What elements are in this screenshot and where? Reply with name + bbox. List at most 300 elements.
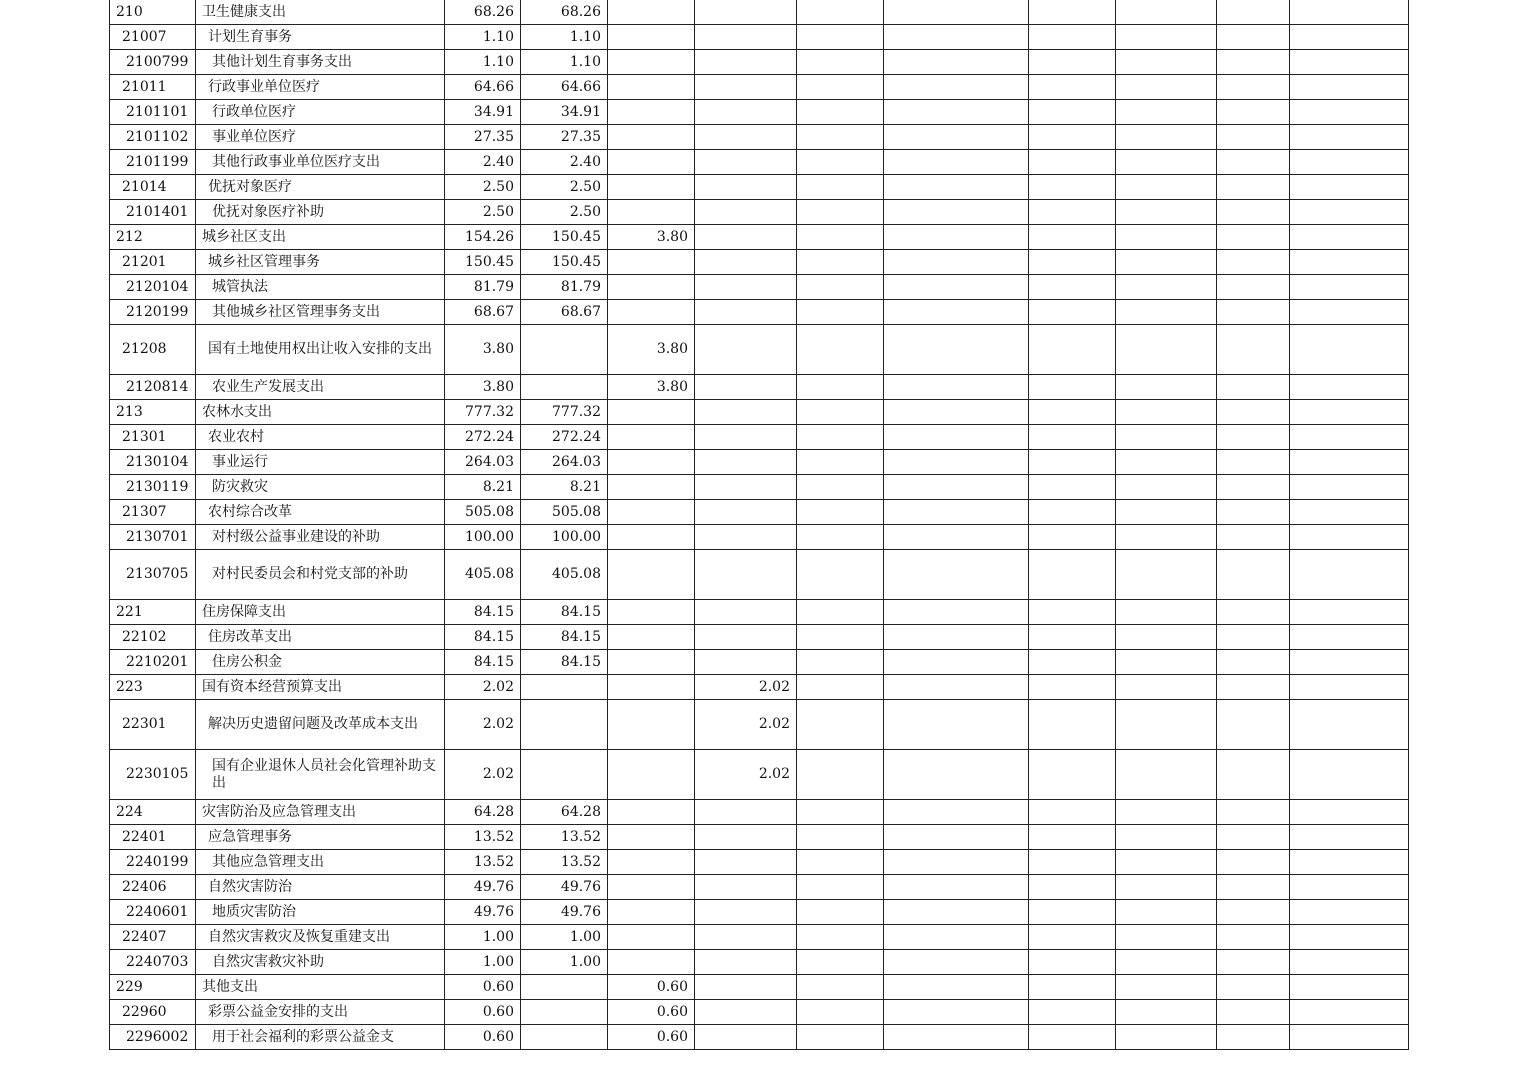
subject-name-cell: 计划生育事务 — [196, 25, 445, 50]
empty-cell — [1029, 25, 1116, 50]
empty-cell — [1290, 675, 1409, 700]
government-fund-cell — [608, 25, 695, 50]
empty-cell — [1217, 900, 1290, 925]
empty-cell — [884, 525, 1029, 550]
empty-cell — [1116, 125, 1217, 150]
table-row — [110, 0, 1409, 25]
state-capital-cell — [695, 975, 797, 1000]
empty-cell — [1116, 375, 1217, 400]
subject-name-cell: 农业农村 — [196, 425, 445, 450]
general-budget-cell: 84.15 — [521, 625, 608, 650]
state-capital-cell — [695, 850, 797, 875]
subject-code-cell: 2240199 — [110, 850, 196, 875]
empty-cell — [1116, 875, 1217, 900]
empty-cell — [1290, 125, 1409, 150]
empty-cell — [1116, 100, 1217, 125]
empty-cell — [1217, 1000, 1290, 1025]
empty-cell — [1290, 475, 1409, 500]
empty-cell — [1029, 100, 1116, 125]
table-row — [110, 525, 1409, 550]
general-budget-cell: 1.00 — [521, 925, 608, 950]
empty-cell — [1116, 1025, 1217, 1050]
empty-cell — [884, 275, 1029, 300]
empty-cell — [1029, 950, 1116, 975]
government-fund-cell — [608, 0, 695, 25]
government-fund-cell — [608, 600, 695, 625]
empty-cell — [1029, 650, 1116, 675]
subject-name-cell: 其他行政事业单位医疗支出 — [196, 150, 445, 175]
subject-code-cell: 2210201 — [110, 650, 196, 675]
empty-cell — [1290, 50, 1409, 75]
empty-cell — [1029, 225, 1116, 250]
empty-cell — [797, 75, 884, 100]
subject-name-cell: 农林水支出 — [196, 400, 445, 425]
empty-cell — [1029, 675, 1116, 700]
empty-cell — [1290, 875, 1409, 900]
general-budget-cell: 272.24 — [521, 425, 608, 450]
general-budget-cell: 84.15 — [521, 650, 608, 675]
empty-cell — [797, 675, 884, 700]
empty-cell — [1290, 525, 1409, 550]
table-row — [110, 100, 1409, 125]
government-fund-cell — [608, 850, 695, 875]
subject-code-cell: 21014 — [110, 175, 196, 200]
empty-cell — [1116, 525, 1217, 550]
total-amount-cell: 100.00 — [445, 525, 521, 550]
empty-cell — [1290, 500, 1409, 525]
state-capital-cell — [695, 300, 797, 325]
empty-cell — [884, 300, 1029, 325]
empty-cell — [797, 25, 884, 50]
state-capital-cell — [695, 625, 797, 650]
empty-cell — [1290, 600, 1409, 625]
empty-cell — [1029, 500, 1116, 525]
government-fund-cell — [608, 675, 695, 700]
subject-name-cell: 行政单位医疗 — [196, 100, 445, 125]
total-amount-cell: 150.45 — [445, 250, 521, 275]
empty-cell — [1029, 800, 1116, 825]
subject-name-cell: 国有土地使用权出让收入安排的支出 — [196, 325, 445, 375]
general-budget-cell: 34.91 — [521, 100, 608, 125]
empty-cell — [797, 475, 884, 500]
empty-cell — [1217, 525, 1290, 550]
empty-cell — [884, 200, 1029, 225]
empty-cell — [797, 125, 884, 150]
empty-cell — [1217, 475, 1290, 500]
empty-cell — [797, 550, 884, 600]
total-amount-cell: 264.03 — [445, 450, 521, 475]
subject-code-cell: 22960 — [110, 1000, 196, 1025]
empty-cell — [797, 500, 884, 525]
empty-cell — [1217, 0, 1290, 25]
expenditure-table — [109, 0, 1409, 1050]
empty-cell — [1217, 100, 1290, 125]
subject-code-cell: 2230105 — [110, 750, 196, 800]
general-budget-cell: 49.76 — [521, 875, 608, 900]
general-budget-cell: 49.76 — [521, 900, 608, 925]
government-fund-cell — [608, 125, 695, 150]
empty-cell — [884, 650, 1029, 675]
empty-cell — [1217, 375, 1290, 400]
total-amount-cell: 34.91 — [445, 100, 521, 125]
table-row — [110, 25, 1409, 50]
total-amount-cell: 49.76 — [445, 875, 521, 900]
subject-name-cell: 地质灾害防治 — [196, 900, 445, 925]
empty-cell — [1116, 400, 1217, 425]
empty-cell — [1290, 1000, 1409, 1025]
general-budget-cell: 100.00 — [521, 525, 608, 550]
general-budget-cell — [521, 1025, 608, 1050]
empty-cell — [1290, 150, 1409, 175]
total-amount-cell: 405.08 — [445, 550, 521, 600]
state-capital-cell — [695, 175, 797, 200]
empty-cell — [1116, 925, 1217, 950]
empty-cell — [1029, 700, 1116, 750]
empty-cell — [1029, 0, 1116, 25]
empty-cell — [1116, 325, 1217, 375]
empty-cell — [1116, 0, 1217, 25]
empty-cell — [884, 975, 1029, 1000]
government-fund-cell — [608, 900, 695, 925]
empty-cell — [1217, 675, 1290, 700]
subject-name-cell: 灾害防治及应急管理支出 — [196, 800, 445, 825]
government-fund-cell — [608, 500, 695, 525]
table-row — [110, 600, 1409, 625]
table-row — [110, 675, 1409, 700]
total-amount-cell: 68.67 — [445, 300, 521, 325]
empty-cell — [797, 250, 884, 275]
empty-cell — [1116, 850, 1217, 875]
empty-cell — [797, 150, 884, 175]
empty-cell — [797, 425, 884, 450]
empty-cell — [1029, 550, 1116, 600]
empty-cell — [1290, 800, 1409, 825]
empty-cell — [884, 1025, 1029, 1050]
government-fund-cell — [608, 200, 695, 225]
empty-cell — [884, 475, 1029, 500]
state-capital-cell — [695, 825, 797, 850]
empty-cell — [1290, 825, 1409, 850]
empty-cell — [1116, 25, 1217, 50]
empty-cell — [1116, 1000, 1217, 1025]
empty-cell — [884, 900, 1029, 925]
total-amount-cell: 0.60 — [445, 1000, 521, 1025]
state-capital-cell — [695, 1000, 797, 1025]
empty-cell — [1116, 550, 1217, 600]
empty-cell — [1217, 825, 1290, 850]
government-fund-cell — [608, 800, 695, 825]
empty-cell — [1290, 450, 1409, 475]
general-budget-cell: 264.03 — [521, 450, 608, 475]
subject-code-cell: 213 — [110, 400, 196, 425]
subject-name-cell: 住房保障支出 — [196, 600, 445, 625]
total-amount-cell: 84.15 — [445, 600, 521, 625]
government-fund-cell — [608, 175, 695, 200]
empty-cell — [1029, 875, 1116, 900]
subject-name-cell: 优抚对象医疗 — [196, 175, 445, 200]
state-capital-cell — [695, 325, 797, 375]
empty-cell — [1116, 900, 1217, 925]
subject-name-cell: 事业单位医疗 — [196, 125, 445, 150]
government-fund-cell: 0.60 — [608, 1025, 695, 1050]
subject-code-cell: 2240703 — [110, 950, 196, 975]
total-amount-cell: 84.15 — [445, 625, 521, 650]
empty-cell — [797, 800, 884, 825]
subject-code-cell: 22401 — [110, 825, 196, 850]
general-budget-cell: 64.66 — [521, 75, 608, 100]
empty-cell — [1116, 300, 1217, 325]
empty-cell — [1217, 150, 1290, 175]
empty-cell — [1116, 175, 1217, 200]
empty-cell — [1217, 550, 1290, 600]
subject-name-cell: 行政事业单位医疗 — [196, 75, 445, 100]
empty-cell — [1029, 400, 1116, 425]
subject-code-cell: 2100799 — [110, 50, 196, 75]
total-amount-cell: 84.15 — [445, 650, 521, 675]
general-budget-cell: 1.10 — [521, 25, 608, 50]
empty-cell — [1029, 275, 1116, 300]
state-capital-cell: 2.02 — [695, 675, 797, 700]
empty-cell — [1217, 625, 1290, 650]
subject-name-cell: 其他计划生育事务支出 — [196, 50, 445, 75]
state-capital-cell — [695, 950, 797, 975]
table-row — [110, 950, 1409, 975]
state-capital-cell — [695, 500, 797, 525]
subject-name-cell: 彩票公益金安排的支出 — [196, 1000, 445, 1025]
state-capital-cell — [695, 275, 797, 300]
table-row — [110, 650, 1409, 675]
empty-cell — [1217, 50, 1290, 75]
empty-cell — [1217, 500, 1290, 525]
government-fund-cell — [608, 450, 695, 475]
empty-cell — [1217, 75, 1290, 100]
empty-cell — [1217, 600, 1290, 625]
empty-cell — [1290, 375, 1409, 400]
state-capital-cell — [695, 650, 797, 675]
empty-cell — [1029, 425, 1116, 450]
state-capital-cell — [695, 75, 797, 100]
empty-cell — [797, 950, 884, 975]
empty-cell — [1029, 825, 1116, 850]
budget-sheet — [109, 0, 1409, 1050]
state-capital-cell — [695, 600, 797, 625]
subject-code-cell: 2101199 — [110, 150, 196, 175]
general-budget-cell: 1.00 — [521, 950, 608, 975]
empty-cell — [1217, 175, 1290, 200]
total-amount-cell: 3.80 — [445, 325, 521, 375]
total-amount-cell: 272.24 — [445, 425, 521, 450]
subject-name-cell: 优抚对象医疗补助 — [196, 200, 445, 225]
empty-cell — [1290, 700, 1409, 750]
subject-code-cell: 212 — [110, 225, 196, 250]
empty-cell — [884, 850, 1029, 875]
empty-cell — [1217, 225, 1290, 250]
total-amount-cell: 68.26 — [445, 0, 521, 25]
empty-cell — [1217, 975, 1290, 1000]
empty-cell — [797, 900, 884, 925]
empty-cell — [884, 550, 1029, 600]
empty-cell — [797, 450, 884, 475]
general-budget-cell: 2.50 — [521, 175, 608, 200]
subject-name-cell: 国有企业退休人员社会化管理补助支出 — [196, 750, 445, 800]
empty-cell — [1116, 150, 1217, 175]
empty-cell — [797, 925, 884, 950]
general-budget-cell: 13.52 — [521, 825, 608, 850]
empty-cell — [884, 500, 1029, 525]
table-row — [110, 825, 1409, 850]
subject-name-cell: 卫生健康支出 — [196, 0, 445, 25]
empty-cell — [1029, 125, 1116, 150]
government-fund-cell — [608, 750, 695, 800]
empty-cell — [1116, 475, 1217, 500]
empty-cell — [884, 375, 1029, 400]
empty-cell — [797, 850, 884, 875]
empty-cell — [1290, 950, 1409, 975]
empty-cell — [1217, 650, 1290, 675]
empty-cell — [1116, 625, 1217, 650]
empty-cell — [1029, 75, 1116, 100]
state-capital-cell — [695, 125, 797, 150]
empty-cell — [797, 700, 884, 750]
government-fund-cell: 3.80 — [608, 375, 695, 400]
subject-name-cell: 对村级公益事业建设的补助 — [196, 525, 445, 550]
table-row — [110, 400, 1409, 425]
empty-cell — [884, 875, 1029, 900]
empty-cell — [884, 825, 1029, 850]
empty-cell — [884, 225, 1029, 250]
empty-cell — [1029, 900, 1116, 925]
subject-code-cell: 2296002 — [110, 1025, 196, 1050]
table-body — [110, 0, 1409, 1050]
subject-name-cell: 自然灾害防治 — [196, 875, 445, 900]
empty-cell — [884, 125, 1029, 150]
empty-cell — [797, 200, 884, 225]
subject-code-cell: 2101102 — [110, 125, 196, 150]
subject-code-cell: 2101101 — [110, 100, 196, 125]
table-row — [110, 750, 1409, 800]
general-budget-cell: 84.15 — [521, 600, 608, 625]
government-fund-cell — [608, 650, 695, 675]
government-fund-cell — [608, 475, 695, 500]
subject-name-cell: 住房改革支出 — [196, 625, 445, 650]
empty-cell — [1116, 250, 1217, 275]
empty-cell — [1217, 950, 1290, 975]
empty-cell — [1029, 325, 1116, 375]
subject-code-cell: 21301 — [110, 425, 196, 450]
empty-cell — [884, 625, 1029, 650]
empty-cell — [1116, 825, 1217, 850]
total-amount-cell: 13.52 — [445, 850, 521, 875]
empty-cell — [1217, 925, 1290, 950]
empty-cell — [1116, 50, 1217, 75]
table-row — [110, 700, 1409, 750]
empty-cell — [884, 950, 1029, 975]
subject-code-cell: 2240601 — [110, 900, 196, 925]
table-row — [110, 200, 1409, 225]
government-fund-cell — [608, 700, 695, 750]
empty-cell — [797, 400, 884, 425]
empty-cell — [884, 0, 1029, 25]
table-row — [110, 325, 1409, 375]
table-row — [110, 225, 1409, 250]
table-row — [110, 800, 1409, 825]
state-capital-cell — [695, 100, 797, 125]
subject-name-cell: 国有资本经营预算支出 — [196, 675, 445, 700]
table-row — [110, 875, 1409, 900]
government-fund-cell — [608, 150, 695, 175]
subject-code-cell: 21201 — [110, 250, 196, 275]
government-fund-cell — [608, 825, 695, 850]
empty-cell — [797, 1025, 884, 1050]
government-fund-cell — [608, 950, 695, 975]
empty-cell — [1029, 750, 1116, 800]
general-budget-cell: 2.50 — [521, 200, 608, 225]
empty-cell — [797, 650, 884, 675]
general-budget-cell: 68.67 — [521, 300, 608, 325]
general-budget-cell: 27.35 — [521, 125, 608, 150]
empty-cell — [797, 750, 884, 800]
empty-cell — [1217, 125, 1290, 150]
empty-cell — [1290, 75, 1409, 100]
total-amount-cell: 64.66 — [445, 75, 521, 100]
subject-name-cell: 防灾救灾 — [196, 475, 445, 500]
total-amount-cell: 49.76 — [445, 900, 521, 925]
subject-code-cell: 22406 — [110, 875, 196, 900]
empty-cell — [1290, 300, 1409, 325]
empty-cell — [1290, 550, 1409, 600]
subject-name-cell: 其他支出 — [196, 975, 445, 1000]
subject-name-cell: 城乡社区管理事务 — [196, 250, 445, 275]
empty-cell — [1029, 625, 1116, 650]
empty-cell — [1116, 450, 1217, 475]
empty-cell — [1116, 225, 1217, 250]
empty-cell — [1116, 700, 1217, 750]
empty-cell — [1116, 600, 1217, 625]
total-amount-cell: 154.26 — [445, 225, 521, 250]
empty-cell — [1029, 200, 1116, 225]
empty-cell — [1029, 375, 1116, 400]
subject-code-cell: 210 — [110, 0, 196, 25]
state-capital-cell — [695, 225, 797, 250]
empty-cell — [1217, 1025, 1290, 1050]
government-fund-cell — [608, 400, 695, 425]
government-fund-cell — [608, 550, 695, 600]
total-amount-cell: 1.00 — [445, 925, 521, 950]
empty-cell — [1290, 425, 1409, 450]
general-budget-cell: 1.10 — [521, 50, 608, 75]
general-budget-cell: 64.28 — [521, 800, 608, 825]
empty-cell — [1029, 925, 1116, 950]
subject-code-cell: 2120814 — [110, 375, 196, 400]
empty-cell — [797, 825, 884, 850]
table-row — [110, 425, 1409, 450]
total-amount-cell: 8.21 — [445, 475, 521, 500]
empty-cell — [884, 100, 1029, 125]
empty-cell — [1290, 750, 1409, 800]
empty-cell — [1217, 200, 1290, 225]
empty-cell — [797, 50, 884, 75]
subject-code-cell: 2101401 — [110, 200, 196, 225]
government-fund-cell: 3.80 — [608, 225, 695, 250]
total-amount-cell: 81.79 — [445, 275, 521, 300]
government-fund-cell — [608, 275, 695, 300]
empty-cell — [1029, 475, 1116, 500]
general-budget-cell: 150.45 — [521, 225, 608, 250]
empty-cell — [797, 225, 884, 250]
subject-name-cell: 应急管理事务 — [196, 825, 445, 850]
empty-cell — [884, 325, 1029, 375]
state-capital-cell — [695, 875, 797, 900]
